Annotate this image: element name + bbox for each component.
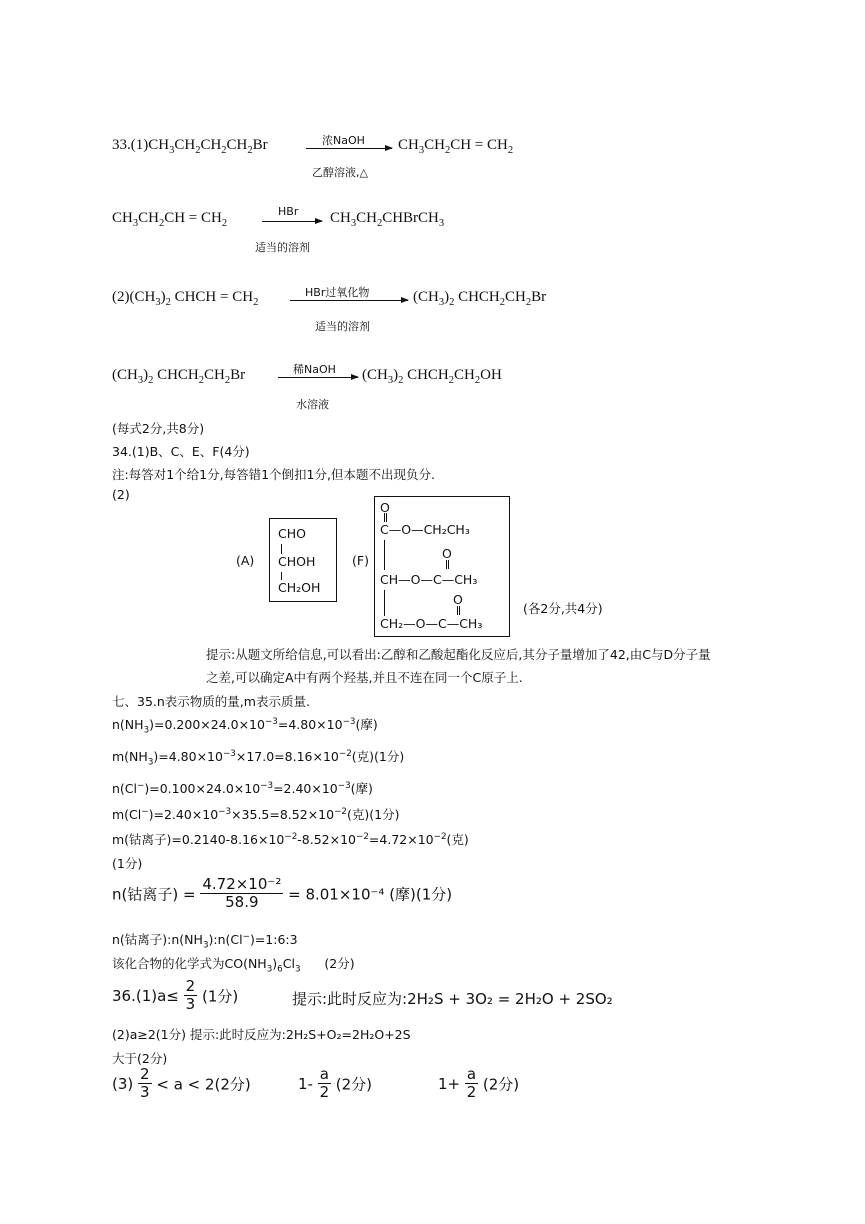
q35-line3: $n(Cl^-)=0.100\times 24.0\times 10^{-3}=2.40\times 10^{-3}$(摩) <box>112 780 373 796</box>
q33-reaction-3: $(2)(CH_3)_2$ CHCH = $CH_2$ <box>112 289 259 308</box>
carbonyl-oxygen: O <box>380 500 390 515</box>
q35-line4: $m(Cl^-)=2.40\times 10^{-3}\times 35.5=8.52\times 10^{-2}$(克)(1分) <box>112 806 400 822</box>
bond-line <box>384 590 385 616</box>
q33-reaction-4: $(CH_3)_2$ $CHCH_2CH_2Br$ <box>112 367 246 386</box>
q35-formula: 该化合物的化学式为$CO(NH_3)_6Cl_3$ (2分) <box>112 956 355 975</box>
structure-F-line1: C—O—CH₂CH₃ <box>380 522 470 537</box>
fraction: $\frac{a}{2}$ <box>319 1065 330 1102</box>
q35-line5-score: (1分) <box>112 856 143 871</box>
fraction: $\frac{2}{3}$ <box>185 977 196 1014</box>
double-bond <box>384 513 387 522</box>
reaction-arrow <box>262 221 322 222</box>
reaction-arrow <box>306 148 392 149</box>
reaction-product: $(CH_3)_2$ $CHCH_2CH_2OH$ <box>362 367 502 386</box>
q36-part2: (2)a≥2(1分) 提示:此时反应为:2H₂S+O₂=2H₂O+2S <box>112 1027 411 1042</box>
q33-reaction-1: $33.(1)CH_3CH_2CH_2CH_2Br$ <box>112 137 268 156</box>
double-bond <box>457 606 460 615</box>
q36-part1: 36.(1)a≤ $\frac{2}{3}$ (1分) <box>112 977 239 1014</box>
carbonyl-oxygen: O <box>453 592 463 607</box>
reaction-product: $(CH_3)_2$ $CHCH_2CH_2Br$ <box>413 289 547 308</box>
q33-reaction-2: $CH_3CH_2CH = CH_2$ <box>112 210 228 229</box>
reaction-product: $CH_3CH_2CHBrCH_3$ <box>330 210 445 229</box>
reaction-condition-above: 浓NaOH <box>322 134 365 147</box>
structure-F-line3: CH₂—O—C—CH₃ <box>380 616 483 631</box>
label-F: (F) <box>352 553 369 568</box>
bond-line <box>384 540 385 570</box>
q34-hint-line2: 之差,可以确定A中有两个羟基,并且不连在同一个C原子上. <box>206 670 523 685</box>
reaction-condition-above: HBr <box>278 205 299 218</box>
q34-hint-line1: 提示:从题文所给信息,可以看出:乙醇和乙酸起酯化反应后,其分子量增加了42,由C与D分子量 <box>206 647 711 662</box>
q34-note: 注:每答对1个给1分,每答错1个倒扣1分,但本题不出现负分. <box>112 467 435 482</box>
q35-intro: 七、35.n表示物质的量,m表示质量. <box>112 694 310 709</box>
q36-part1-hint: 提示:此时反应为:2H₂S + 3O₂ = 2H₂O + 2SO₂ <box>292 990 613 1008</box>
fraction: $\frac{a}{2}$ <box>466 1065 477 1102</box>
q35-line1: $n(NH_3)=0.200\times 24.0\times 10^{-3}=4.80\times 10^{-3}$(摩) <box>112 716 378 736</box>
fraction: $\frac{\text{4.72×10⁻²}}{58.9}$ <box>202 875 282 912</box>
structure-A-line2: CHOH <box>278 554 316 569</box>
reaction-arrow <box>290 300 408 301</box>
q34-part1: 34.(1)B、C、E、F(4分) <box>112 444 250 459</box>
q35-ratio: n(钴离子)$:n(NH_3):n(Cl^-)=1:6:3$ <box>112 931 298 951</box>
reaction-condition-below: 水溶液 <box>296 398 329 411</box>
q33-score: (每式2分,共8分) <box>112 421 205 436</box>
bond-line <box>281 544 282 554</box>
label-A: (A) <box>236 553 255 568</box>
q35-line2: $m(NH_3)=4.80\times 10^{-3}\times 17.0=8.16\times 10^{-2}$(克)(1分) <box>112 748 405 768</box>
q34-part2: (2) <box>112 487 130 502</box>
structure-A-line3: CH₂OH <box>278 580 321 595</box>
reaction-condition-below: 适当的溶剂 <box>315 320 370 333</box>
reaction-condition-below: 乙醇溶液,△ <box>312 166 368 179</box>
fraction: $\frac{2}{3}$ <box>140 1065 150 1102</box>
q36-part3-answer-b: 1- $\frac{a}{2}$ (2分) <box>298 1065 372 1102</box>
q36-part2-answer: 大于(2分) <box>112 1051 168 1066</box>
structure-F-line2: CH—O—C—CH₃ <box>380 572 478 587</box>
question-number: 33.(1) <box>112 137 149 153</box>
q36-part3-answer-c: 1+ $\frac{a}{2}$ (2分) <box>438 1065 520 1102</box>
structure-A-line1: CHO <box>278 526 306 541</box>
bond-line <box>281 572 282 580</box>
q34-score: (各2分,共4分) <box>523 601 603 616</box>
reaction-condition-above: 稀NaOH <box>293 363 336 376</box>
reaction-product: $CH_3CH_2CH = CH_2$ <box>398 137 514 156</box>
reaction-condition-above: HBr过氧化物 <box>305 286 370 299</box>
reaction-arrow <box>278 377 358 378</box>
double-bond <box>446 560 449 569</box>
q35-fraction-equation: n(钴离子) = $\frac{\text{4.72×10⁻²}}{58.9}$ = 8.01×10⁻⁴ (摩)(1分) <box>112 875 453 912</box>
q36-part3-range: (3) $\frac{2}{3}$ < a < 2(2分) <box>112 1065 251 1102</box>
carbonyl-oxygen: O <box>442 546 452 561</box>
reaction-condition-below: 适当的溶剂 <box>255 241 310 254</box>
q35-line5: m(钴离子)$=0.2140-8.16\times 10^{-2}-8.52\times 10^{-2}=4.72\times 10^{-2}$(克) <box>112 831 469 847</box>
